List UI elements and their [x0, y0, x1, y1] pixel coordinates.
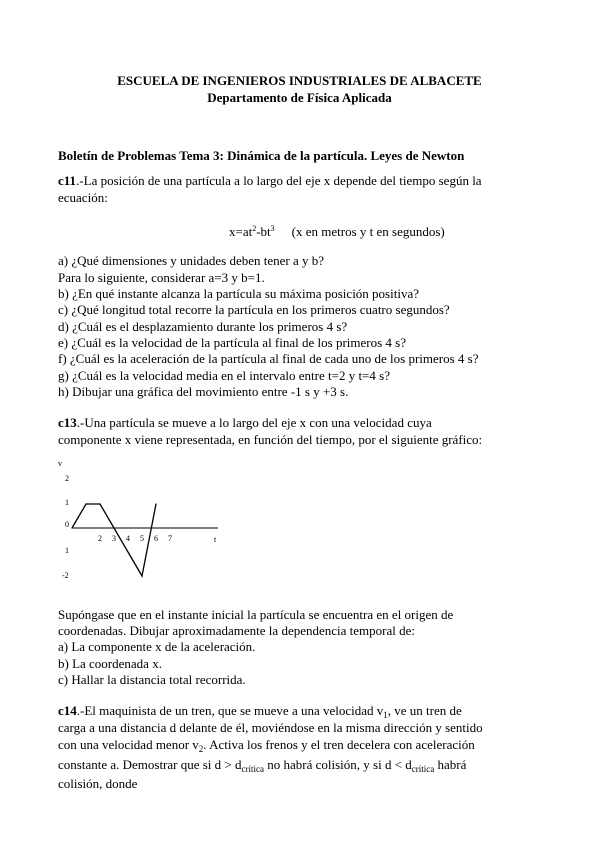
x-tick-label: 2 — [98, 534, 102, 543]
x-axis-mark: t — [214, 535, 217, 544]
problem-c11-intro-2: ecuación: — [58, 190, 108, 205]
x-tick-label: 7 — [168, 534, 172, 543]
x-tick-label: 5 — [140, 534, 144, 543]
y-axis-mark: v — [58, 459, 62, 468]
problem-c11-item: f) ¿Cuál es la aceleración de la partícula al final de cada uno de los primeros 4 s? — [58, 351, 479, 366]
velocity-point — [113, 527, 114, 528]
problem-c14-id: c14 — [58, 703, 77, 718]
problem-c11-item: d) ¿Cuál es el desplazamiento durante los primeros 4 s? — [58, 319, 348, 334]
problem-c11-equation: $x=at^2-bt^3$ (x en metros y t en segundos) — [229, 224, 445, 239]
problem-c13-intro-2: componente x viene representada, en función del tiempo, por el siguiente gráfico: — [58, 432, 483, 447]
y-tick-label: 2 — [65, 474, 69, 483]
x-tick-label: 6 — [154, 534, 158, 543]
problem-c11-item: Para lo siguiente, considerar a=3 y b=1. — [58, 270, 265, 285]
x-tick-labels — [98, 534, 172, 543]
y-tick-label: 1 — [65, 546, 69, 555]
problem-c14-line-5: colisión, donde — [58, 776, 138, 791]
problem-c11-item: g) ¿Cuál es la velocidad media en el intervalo entre t=2 y t=4 s? — [58, 368, 390, 383]
school-header: ESCUELA DE INGENIEROS INDUSTRIALES DE ALBACETE — [117, 73, 482, 88]
problem-c13-item: b) La coordenada x. — [58, 656, 162, 671]
problem-c13-text: coordenadas. Dibujar aproximadamente la dependencia temporal de: — [58, 623, 415, 638]
velocity-point — [127, 551, 128, 552]
velocity-point — [71, 527, 72, 528]
y-tick-label: 0 — [65, 520, 69, 529]
problem-c14-line-1: c14.-El maquinista de un tren, que se mueve a una velocidad $v_1$, ve un tren de — [58, 703, 462, 720]
problem-c11-item: b) ¿En qué instante alcanza la partícula su máxima posición positiva? — [58, 286, 419, 301]
problem-c13-text: Supóngase que en el instante inicial la partícula se encuentra en el origen de — [58, 607, 454, 622]
problem-c14-line-2: carga a una distancia d delante de él, moviéndose en la misma dirección y sentido — [58, 720, 483, 735]
y-tick-label: 1 — [65, 498, 69, 507]
x-tick-label: 3 — [112, 534, 116, 543]
velocity-point — [85, 503, 86, 504]
problem-c11-intro-1: c11.-La posición de una partícula a lo largo del eje x depende del tiempo según la — [58, 173, 482, 188]
problem-c14-line-4: constante a. Demostrar que si $d > d_{crítica}$ no habrá colisión, y si $d < d_{crítica}$ habrá — [58, 757, 467, 774]
document-title: Boletín de Problemas Tema 3: Dinámica de la partícula. Leyes de Newton — [58, 148, 465, 163]
problem-c11-item: e) ¿Cuál es la velocidad de la partícula al final de los primeros 4 s? — [58, 335, 406, 350]
x-tick-label: 4 — [126, 534, 130, 543]
velocity-time-graph — [58, 458, 223, 583]
velocity-point — [99, 503, 100, 504]
problem-c14-line-3: con una velocidad menor $v_2$. Activa los frenos y el tren decelera con aceleración — [58, 737, 475, 754]
problem-c11-item: h) Dibujar una gráfica del movimiento entre -1 s y +3 s. — [58, 384, 349, 399]
y-tick-labels — [62, 474, 69, 580]
velocity-point — [155, 503, 156, 504]
problem-c11-item: a) ¿Qué dimensiones y unidades deben tener a y b? — [58, 253, 325, 268]
problem-c13-item: c) Hallar la distancia total recorrida. — [58, 672, 246, 687]
problem-c13-id: c13 — [58, 415, 77, 430]
velocity-point — [141, 575, 142, 576]
problem-c11-item: c) ¿Qué longitud total recorre la partícula en los primeros cuatro segundos? — [58, 302, 450, 317]
problem-c13-item: a) La componente x de la aceleración. — [58, 639, 256, 654]
department-header: Departamento de Física Aplicada — [207, 90, 392, 105]
problem-c11-id: c11 — [58, 173, 77, 188]
y-tick-label: -2 — [62, 571, 69, 580]
problem-c13-intro-1: c13.-Una partícula se mueve a lo largo del eje x con una velocidad cuya — [58, 415, 432, 430]
